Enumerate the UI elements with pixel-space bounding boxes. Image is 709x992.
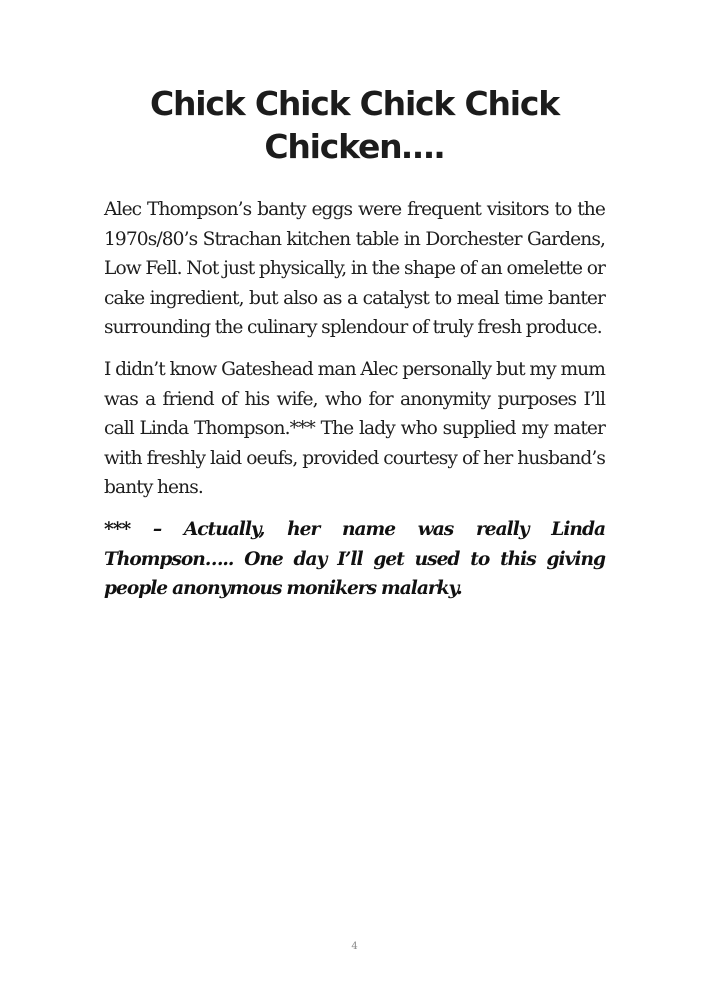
- body-text: [104, 195, 605, 616]
- paragraph-2: I didn’t know Gateshead man Alec personally but my mum was a friend of his wife, who for anonymity purposes I’ll call Linda Thompson.*** The lady who supplied my mater with freshly laid oeufs, provided courtesy of her husband’s banty hens.: [104, 358, 605, 499]
- page-number: 4: [351, 941, 358, 952]
- footnote-paragraph: *** – Actually, her name was really Linda Thompson….. One day I’ll get used to this giving people anonymous monikers malarky.: [104, 518, 605, 600]
- paragraph-1: Alec Thompson’s banty eggs were frequent visitors to the 1970s/80’s Strachan kitchen table in Dorchester Gardens, Low Fell. Not just physically, in the shape of an omelette or cake ingredient, but also as a catalyst to meal time banter surrounding the culinary splendour of truly fresh produce.: [104, 199, 605, 339]
- page-title: Chick Chick Chick Chick Chicken….: [150, 84, 559, 166]
